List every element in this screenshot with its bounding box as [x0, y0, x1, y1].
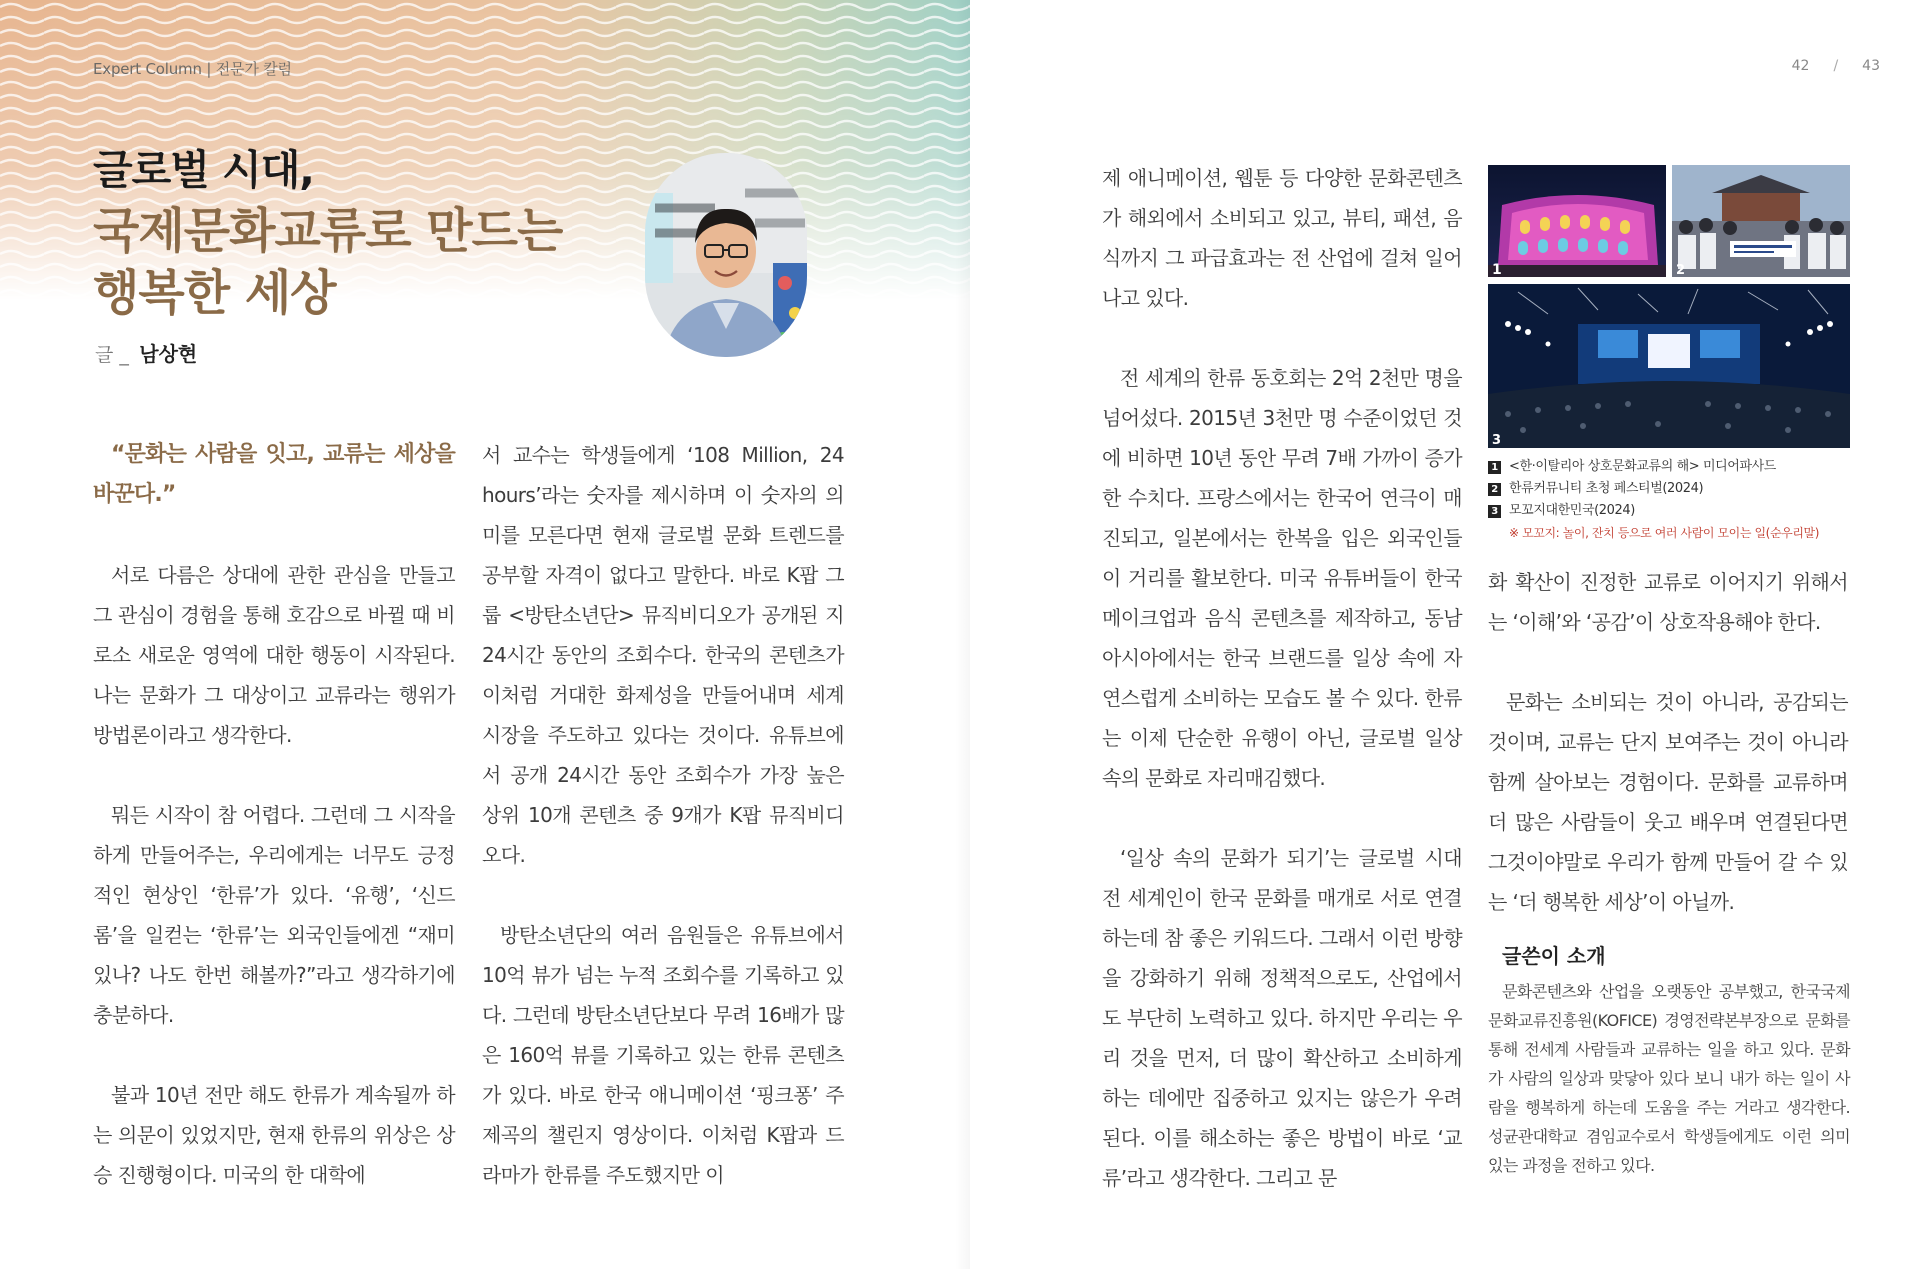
caption-3: [1488, 500, 1850, 522]
byline: [95, 338, 197, 367]
caption-text-2: 한류커뮤니티 초청 페스티벌(2024): [1509, 481, 1704, 496]
byline-prefix: 글 _: [95, 344, 129, 366]
paragraph: 제 애니메이션, 웹툰 등 다양한 문화콘텐츠가 해외에서 소비되고 있고, 뷰티, 패션, 음식까지 그 파급효과는 전 산업에 걸쳐 일어나고 있다.: [1102, 166, 1462, 310]
photo-media-facade: [1488, 165, 1666, 277]
paragraph: 불과 10년 전만 해도 한류가 계속될까 하는 의문이 있었지만, 현재 한류의 위상은 상승 진행형이다. 미국의 한 대학에: [93, 1083, 455, 1187]
caption-1: [1488, 456, 1850, 478]
photo-collage: [1488, 165, 1850, 448]
paragraph: 서로 다름은 상대에 관한 관심을 만들고 그 관심이 경험을 통해 호감으로 바뀔 때 비로소 새로운 영역에 대한 행동이 시작된다. 나는 문화가 그 대상이고 교류라는 행위가 방법론이라고 생각한다.: [93, 563, 455, 747]
photo-festival-group: [1672, 165, 1850, 277]
paragraph: 서 교수는 학생들에게 ‘108 Million, 24 hours’라는 숫자를 제시하며 이 숫자의 의미를 모른다면 현재 글로벌 문화 트렌드를 공부할 자격이 없다고 말한다. 바로 K팝 그룹 <방탄소년단> 뮤직비디오가 공개된 지 24시간 동안의 조회수다. 한국의 콘텐츠가 이처럼 거대한 화제성을 만들어내며 세계 시장을 주도하고 있다는 것이다. 유튜브에서 공개 24시간 동안 조회수가 가장 높은 상위 10개 콘텐츠 중 9개가 K팝 뮤직비디오다.: [482, 443, 844, 867]
photo-captions: [1488, 456, 1850, 544]
paragraph: 문화는 소비되는 것이 아니라, 공감되는 것이며, 교류는 단지 보여주는 것이 아니라 함께 살아보는 경험이다. 문화를 교류하며 더 많은 사람들이 웃고 배우며 연결된다면 그것이야말로 우리가 함께 만들어 갈 수 있는 ‘더 행복한 세상’이 아닐까.: [1488, 690, 1848, 914]
column-4: [1488, 562, 1848, 922]
page-number-right: 43: [1862, 58, 1880, 74]
column-2: [482, 435, 844, 1195]
pull-quote: “문화는 사람을 잇고, 교류는 세상을 바꾼다.”: [93, 442, 455, 507]
page-number-left: 42: [1791, 58, 1810, 74]
caption-text-1: <한·이탈리아 상호문화교류의 해> 미디어파사드: [1509, 459, 1776, 474]
portrait-image: [645, 153, 807, 357]
column-1: [93, 435, 455, 1195]
title-line-3: 행복한 세상: [93, 265, 336, 321]
caption-note: ※ 모꼬지: 놀이, 잔치 등으로 여러 사람이 모이는 일(순우리말): [1509, 526, 1820, 540]
author-portrait: [645, 153, 807, 357]
photo-number-1: 1: [1492, 262, 1502, 277]
caption-number-1: 1: [1488, 461, 1501, 474]
paragraph: 전 세계의 한류 동호회는 2억 2천만 명을 넘어섰다. 2015년 3천만 명 수준이었던 것에 비하면 10년 동안 무려 7배 가까이 증가한 수치다. 프랑스에서는 한국어 연극이 매진되고, 일본에서는 한복을 입은 외국인들이 거리를 활보한다. 미국 유튜버들이 한국 메이크업과 음식 콘텐츠를 제작하고, 동남아시아에서는 한국 브랜드를 일상 속에 자연스럽게 소비하는 모습도 볼 수 있다. 한류는 이제 단순한 유행이 아닌, 글로벌 일상 속의 문화로 자리매김했다.: [1102, 366, 1462, 790]
paragraph: 뭐든 시작이 참 어렵다. 그런데 그 시작을 하게 만들어주는, 우리에게는 너무도 긍정적인 현상인 ‘한류’가 있다. ‘유행’, ‘신드롬’을 일컫는 ‘한류’는 외국인들에겐 “재미있나? 나도 한번 해볼까?”라고 생각하기에 충분하다.: [93, 803, 455, 1027]
running-head: Expert Column | 전문가 칼럼: [93, 60, 292, 78]
photo-concert-stage: [1488, 284, 1850, 448]
page-numbers: [1792, 58, 1880, 74]
paragraph: ‘일상 속의 문화가 되기’는 글로벌 시대 전 세계인이 한국 문화를 매개로 서로 연결하는데 참 좋은 키워드다. 그래서 이런 방향을 강화하기 위해 정책적으로도, 산업에서도 부단히 노력하고 있다. 하지만 우리는 우리 것을 먼저, 더 많이 확산하고 소비하게 하는 데에만 집중하고 있지는 않은가 우려된다. 이를 해소하는 좋은 방법이 바로 ‘교류’라고 생각한다. 그리고 문: [1102, 846, 1462, 1190]
author-intro-body: 문화콘텐츠와 산업을 오랫동안 공부했고, 한국국제문화교류진흥원(KOFICE) 경영전략본부장으로 문화를 통해 전세계 사람들과 교류하는 일을 하고 있다. 문화가 사람의 일상과 맞닿아 있다 보니 내가 하는 일이 사람을 행복하게 하는데 도움을 주는 거라고 생각한다. 성균관대학교 겸임교수로서 학생들에게도 이런 의미 있는 과정을 전하고 있다.: [1488, 982, 1850, 1175]
author-name: 남상현: [139, 342, 198, 366]
author-intro: [1488, 940, 1850, 1180]
photo-number-2: 2: [1676, 263, 1686, 277]
caption-2: [1488, 478, 1850, 500]
page-separator: /: [1833, 58, 1839, 74]
caption-number-2: 2: [1488, 483, 1501, 496]
article-title: [93, 140, 562, 324]
author-intro-heading: 글쓴이 소개: [1502, 944, 1606, 968]
caption-text-3: 모꼬지대한민국(2024): [1509, 503, 1635, 518]
paragraph: 방탄소년단의 여러 음원들은 유튜브에서 10억 뷰가 넘는 누적 조회수를 기록하고 있다. 그런데 방탄소년단보다 무려 16배가 많은 160억 뷰를 기록하고 있는 한류 콘텐츠가 있다. 바로 한국 애니메이션 ‘핑크퐁’ 주제곡의 챌린지 영상이다. 이처럼 K팝과 드라마가 한류를 주도했지만 이: [482, 923, 844, 1187]
caption-number-3: 3: [1488, 505, 1501, 518]
title-line-1: 글로벌 시대,: [93, 146, 314, 194]
photo-number-3: 3: [1492, 433, 1502, 448]
title-line-2: 국제문화교류로 만드는: [93, 203, 563, 259]
paragraph: 화 확산이 진정한 교류로 이어지기 위해서는 ‘이해’와 ‘공감’이 상호작용해야 한다.: [1488, 570, 1848, 634]
column-3: [1102, 158, 1462, 1198]
